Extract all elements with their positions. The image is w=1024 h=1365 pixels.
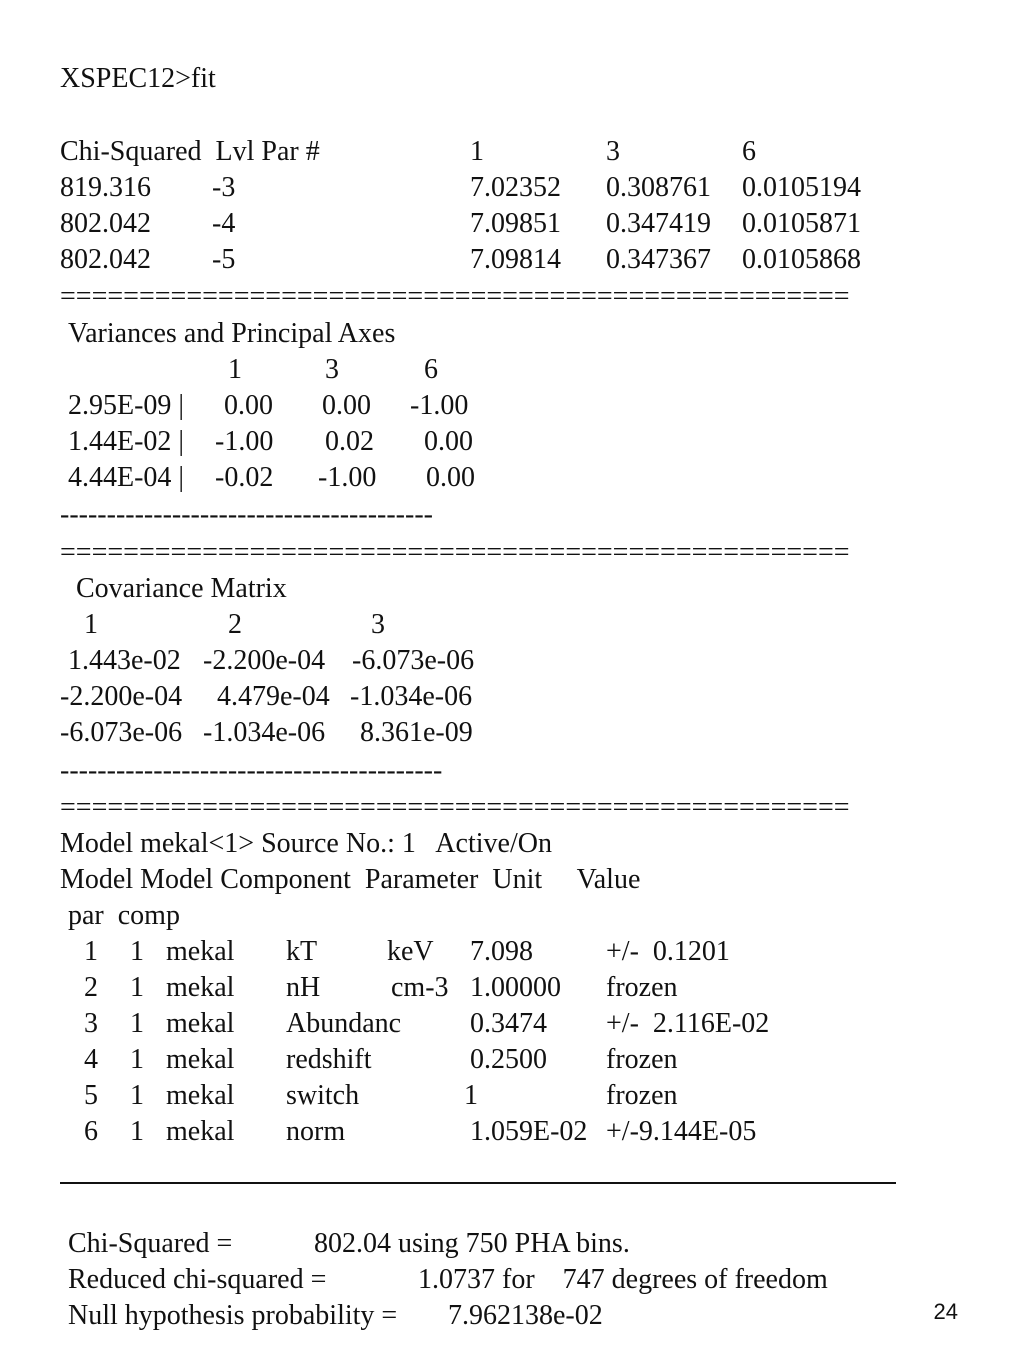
variances-cell: -0.02 xyxy=(215,462,274,493)
separator-line xyxy=(60,1182,896,1184)
param-error: frozen xyxy=(606,1080,678,1111)
model-subheader: par comp xyxy=(68,900,180,931)
chi-squared-label: Chi-Squared = xyxy=(68,1228,233,1259)
iter-cell: 7.09851 xyxy=(470,208,561,239)
variances-cell: 0.00 xyxy=(224,390,273,421)
covariance-col: 3 xyxy=(371,609,385,640)
single-rule: ----------------------------------------- xyxy=(60,757,443,785)
param-comp: 1 xyxy=(130,1008,144,1039)
iter-header-col: 6 xyxy=(742,136,756,167)
iter-cell: 0.347419 xyxy=(606,208,711,239)
covariance-cell: 1.443e-02 xyxy=(68,645,181,676)
iter-cell: 0.0105868 xyxy=(742,244,861,275)
variances-title: Variances and Principal Axes xyxy=(68,318,396,349)
param-par: 3 xyxy=(84,1008,98,1039)
single-rule: ---------------------------------------- xyxy=(60,501,433,529)
iter-cell: -4 xyxy=(212,208,236,239)
param-par: 1 xyxy=(84,936,98,967)
iter-cell: 0.347367 xyxy=(606,244,711,275)
double-rule: ================================================== xyxy=(60,794,850,822)
param-par: 6 xyxy=(84,1116,98,1147)
iter-cell: 802.042 xyxy=(60,208,151,239)
covariance-cell: 4.479e-04 xyxy=(217,681,330,712)
param-comp: 1 xyxy=(130,1116,144,1147)
null-hypothesis-value: 7.962138e-02 xyxy=(448,1300,603,1331)
param-value: 1 xyxy=(464,1080,478,1111)
param-component: mekal xyxy=(166,936,235,967)
covariance-cell: 8.361e-09 xyxy=(360,717,473,748)
param-unit: keV xyxy=(387,936,434,967)
iter-cell: 802.042 xyxy=(60,244,151,275)
iter-header-col: 3 xyxy=(606,136,620,167)
iter-cell: 7.09814 xyxy=(470,244,561,275)
iter-cell: 0.308761 xyxy=(606,172,711,203)
variances-col: 1 xyxy=(228,354,242,385)
param-component: mekal xyxy=(166,1116,235,1147)
param-error: +/- 0.1201 xyxy=(606,936,730,967)
covariance-cell: -1.034e-06 xyxy=(203,717,326,748)
iter-cell: 0.0105871 xyxy=(742,208,861,239)
variances-cell: -1.00 xyxy=(410,390,469,421)
page-number: 24 xyxy=(933,1299,958,1324)
iter-cell: -5 xyxy=(212,244,236,275)
param-error: frozen xyxy=(606,1044,678,1075)
null-hypothesis-label: Null hypothesis probability = xyxy=(68,1300,398,1331)
iter-header-col: 1 xyxy=(470,136,484,167)
param-value: 7.098 xyxy=(470,936,533,967)
variances-col: 3 xyxy=(325,354,339,385)
variances-cell: 0.02 xyxy=(325,426,374,457)
covariance-title: Covariance Matrix xyxy=(76,573,287,604)
iter-header-label: Chi-Squared Lvl Par # xyxy=(60,136,320,167)
model-line: Model mekal<1> Source No.: 1 Active/On xyxy=(60,828,552,859)
covariance-cell: -2.200e-04 xyxy=(60,681,183,712)
double-rule: ================================================== xyxy=(60,539,850,567)
reduced-chi-value: 1.0737 for 747 degrees of freedom xyxy=(418,1264,828,1295)
param-name: nH xyxy=(286,972,321,1003)
variances-cell: 0.00 xyxy=(322,390,371,421)
param-par: 5 xyxy=(84,1080,98,1111)
iter-cell: 819.316 xyxy=(60,172,151,203)
covariance-cell: -2.200e-04 xyxy=(203,645,326,676)
param-name: Abundanc xyxy=(286,1008,402,1039)
param-component: mekal xyxy=(166,1080,235,1111)
param-component: mekal xyxy=(166,1044,235,1075)
variances-cell: 0.00 xyxy=(424,426,473,457)
param-comp: 1 xyxy=(130,936,144,967)
variances-cell: -1.00 xyxy=(215,426,274,457)
param-component: mekal xyxy=(166,1008,235,1039)
param-comp: 1 xyxy=(130,1044,144,1075)
param-component: mekal xyxy=(166,972,235,1003)
variances-cell: -1.00 xyxy=(318,462,377,493)
param-par: 2 xyxy=(84,972,98,1003)
param-unit: cm-3 xyxy=(391,972,449,1003)
param-comp: 1 xyxy=(130,1080,144,1111)
param-value: 0.3474 xyxy=(470,1008,547,1039)
param-name: switch xyxy=(286,1080,360,1111)
covariance-col: 2 xyxy=(228,609,242,640)
param-error: +/-9.144E-05 xyxy=(606,1116,757,1147)
chi-squared-value: 802.04 using 750 PHA bins. xyxy=(314,1228,630,1259)
param-comp: 1 xyxy=(130,972,144,1003)
iter-cell: -3 xyxy=(212,172,236,203)
variances-cell: 1.44E-02 | xyxy=(68,426,185,457)
variances-cell: 4.44E-04 | xyxy=(68,462,185,493)
covariance-col: 1 xyxy=(84,609,98,640)
param-value: 1.059E-02 xyxy=(470,1116,588,1147)
covariance-cell: -1.034e-06 xyxy=(350,681,473,712)
model-header: Model Model Component Parameter Unit Value xyxy=(60,864,641,895)
param-error: frozen xyxy=(606,972,678,1003)
param-value: 1.00000 xyxy=(470,972,561,1003)
param-par: 4 xyxy=(84,1044,98,1075)
iter-cell: 0.0105194 xyxy=(742,172,861,203)
param-name: kT xyxy=(286,936,318,967)
covariance-cell: -6.073e-06 xyxy=(60,717,183,748)
variances-cell: 2.95E-09 | xyxy=(68,390,185,421)
variances-cell: 0.00 xyxy=(426,462,475,493)
param-error: +/- 2.116E-02 xyxy=(606,1008,770,1039)
command-line: XSPEC12>fit xyxy=(60,63,216,94)
double-rule: ================================================== xyxy=(60,283,850,311)
reduced-chi-label: Reduced chi-squared = xyxy=(68,1264,327,1295)
param-name: redshift xyxy=(286,1044,372,1075)
variances-col: 6 xyxy=(424,354,438,385)
param-value: 0.2500 xyxy=(470,1044,547,1075)
covariance-cell: -6.073e-06 xyxy=(352,645,475,676)
iter-cell: 7.02352 xyxy=(470,172,561,203)
param-name: norm xyxy=(286,1116,346,1147)
